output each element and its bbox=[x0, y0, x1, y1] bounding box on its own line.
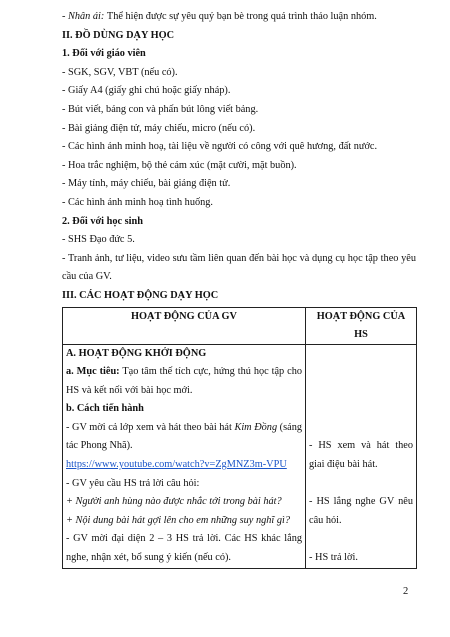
section2-heading: II. ĐỒ DÙNG DẠY HỌC bbox=[62, 29, 175, 41]
table-row bbox=[63, 344, 417, 568]
question-item: + Nội dung bài hát gợi lên cho em những suy nghĩ gì? bbox=[66, 514, 290, 526]
teacher-heading: 1. Đối với giáo viên bbox=[62, 48, 146, 60]
student-item: - SHS Đạo đức 5. bbox=[62, 234, 135, 246]
gv-step-text: (sáng tác Phong Nhã). bbox=[66, 421, 302, 452]
gv-step: - GV mời đại diện 2 – 3 HS trả lời. Các HS khác lắng nghe, nhận xét, bổ sung ý kiến (nếu có). bbox=[66, 533, 302, 564]
question-item: + Người anh hùng nào được nhắc tới trong bài hát? bbox=[66, 496, 282, 508]
hs-step: - HS trả lời. bbox=[309, 552, 358, 564]
video-link[interactable]: https://www.youtube.com/watch?v=ZgMNZ3m-VPU bbox=[66, 459, 287, 471]
teacher-activities-cell bbox=[63, 344, 306, 568]
activity-title: A. HOẠT ĐỘNG KHỞI ĐỘNG bbox=[66, 347, 207, 359]
teacher-item: - Hoa trắc nghiệm, bộ thẻ cảm xúc (mặt cười, mặt buồn). bbox=[62, 159, 297, 171]
gv-step bbox=[66, 419, 302, 456]
gv-step: - GV yêu cầu HS trả lời câu hỏi: bbox=[66, 477, 200, 489]
goal-text: Tạo tâm thế tích cực, hứng thú học tập cho HS và kết nối với bài học mới. bbox=[66, 366, 302, 396]
teacher-item: - Các hình ảnh minh hoạ tình huống. bbox=[62, 196, 213, 208]
teacher-item: - Máy tính, máy chiếu, bài giảng điện tử. bbox=[62, 178, 231, 190]
student-column-header: HOẠT ĐỘNG CỦA HS bbox=[306, 307, 417, 344]
teacher-column-header: HOẠT ĐỘNG CỦA GV bbox=[63, 307, 306, 344]
activities-table bbox=[62, 307, 417, 569]
goal-paragraph bbox=[66, 363, 302, 400]
intro-line bbox=[62, 8, 416, 27]
intro-prefix: - Nhân ái: bbox=[62, 11, 107, 22]
hs-step: - HS lắng nghe GV nêu câu hỏi. bbox=[309, 496, 413, 526]
page-number: 2 bbox=[403, 586, 409, 597]
method-label: b. Cách tiến hành bbox=[66, 403, 144, 415]
gv-step-text: - GV mời cả lớp xem và hát theo bài hát bbox=[66, 421, 235, 433]
teacher-item: - Bài giảng điện tử, máy chiếu, micro (nếu có). bbox=[62, 122, 256, 134]
section3-heading: III. CÁC HOẠT ĐỘNG DẠY HỌC bbox=[62, 289, 219, 301]
teacher-item: - Giấy A4 (giấy ghi chú hoặc giấy nháp). bbox=[62, 85, 231, 97]
student-item: - Tranh ảnh, tư liệu, video sưu tầm liên quan đến bài học và dụng cụ học tập theo yêu cầu của GV. bbox=[62, 252, 416, 283]
goal-label: a. Mục tiêu: bbox=[66, 366, 120, 378]
hs-step: - HS xem và hát theo giai điệu bài hát. bbox=[309, 440, 413, 471]
document-body bbox=[62, 8, 416, 569]
table-header-row bbox=[63, 307, 417, 344]
video-link-line bbox=[66, 456, 302, 475]
teacher-item: - SGK, SGV, VBT (nếu có). bbox=[62, 66, 178, 78]
student-activities-cell bbox=[306, 344, 417, 568]
teacher-item: - Các hình ảnh minh hoạ, tài liệu về người có công với quê hương, đất nước. bbox=[62, 141, 378, 153]
intro-rest: Thể hiện được sự yêu quý bạn bè trong quá trình thảo luận nhóm. bbox=[106, 11, 377, 22]
teacher-item: - Bút viết, bảng con và phấn bút lông viết bảng. bbox=[62, 103, 259, 115]
song-title: Kim Đồng bbox=[234, 421, 278, 433]
student-heading: 2. Đối với học sinh bbox=[62, 215, 143, 227]
